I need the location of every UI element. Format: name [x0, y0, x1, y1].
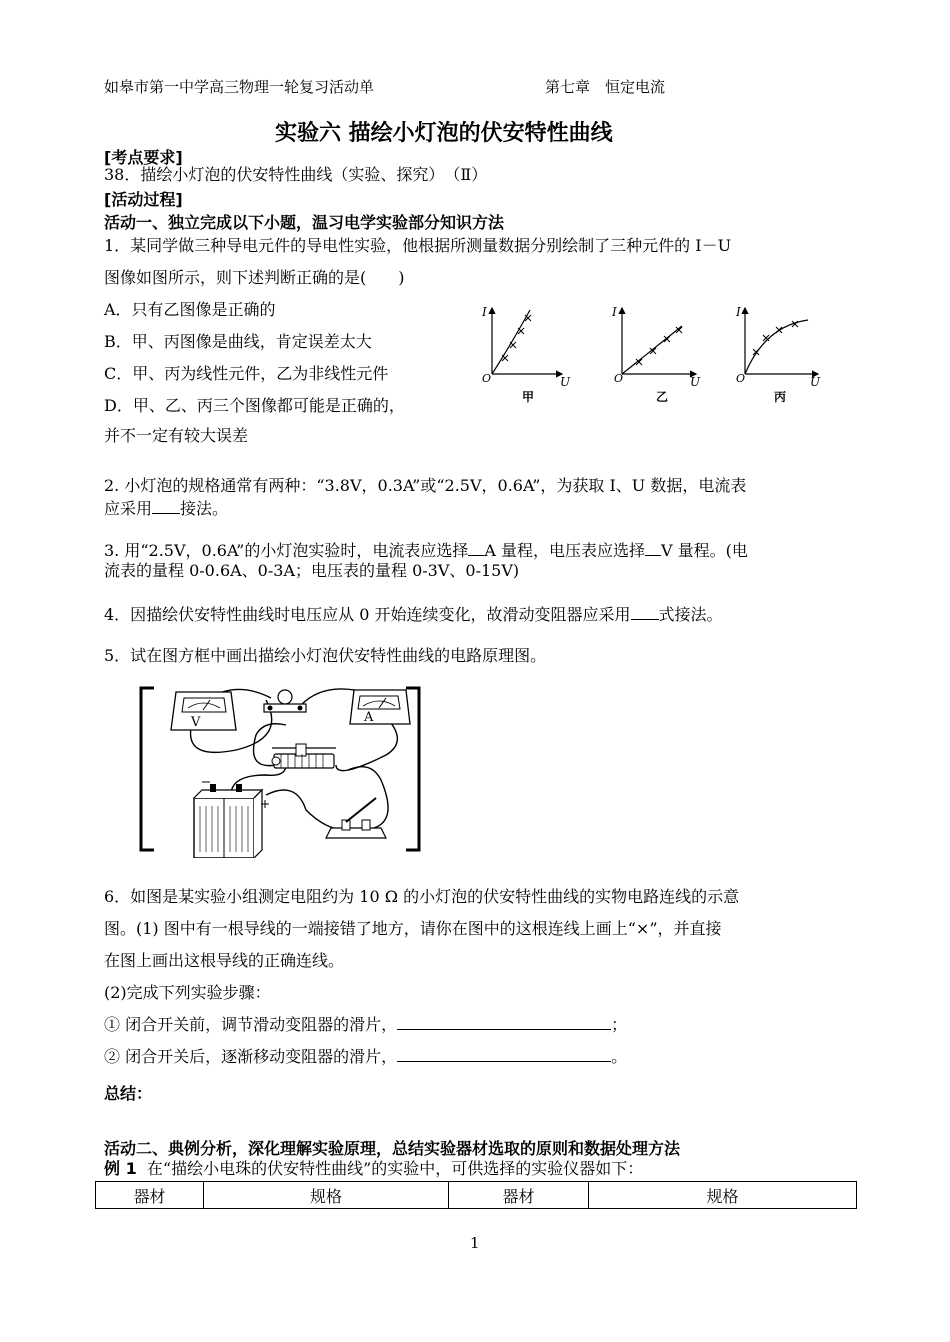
q4-text-a: 4．因描绘伏安特性曲线时电压应从 0 开始连续变化，故滑动变阻器应采用	[104, 605, 631, 624]
q6-line3: 在图上画出这根导线的正确连线。	[104, 951, 345, 970]
q3-line2: 流表的量程 0-0.6A、0-3A；电压表的量程 0-3V、0-15V)	[104, 561, 520, 580]
q2-answer-blank[interactable]	[152, 497, 180, 514]
graph-bing-y-label: I	[736, 305, 741, 319]
q2-line2	[104, 497, 228, 519]
table-header-cell: 规格	[589, 1182, 857, 1209]
q6-step2-blank[interactable]	[397, 1045, 611, 1062]
graph-yi-x-label: U	[690, 375, 701, 389]
huodong-heading: [活动过程]	[104, 190, 183, 209]
q1-line1: 1．某同学做三种导电元件的导电性实验，他根据所测量数据分别绘制了三种元件的 I－U	[104, 236, 732, 255]
q1-option-b: B．甲、丙图像是曲线，肯定误差太大	[104, 332, 372, 351]
q1-option-c: C．甲、丙为线性元件，乙为非线性元件	[104, 364, 389, 383]
graph-bing	[735, 305, 821, 404]
q2-line1: 2. 小灯泡的规格通常有两种：“3.8V，0.3A”或“2.5V，0.6A”，为获取 I、U 数据，电流表	[104, 476, 747, 495]
q6-step1-end: ；	[611, 1015, 628, 1034]
q3-line1-a: 3. 用“2.5V，0.6A”的小灯泡实验时，电流表应选择	[104, 541, 469, 560]
kaodian-item: 38．描绘小灯泡的伏安特性曲线（实验、探究） （Ⅱ）	[104, 165, 488, 184]
graph-jia-label: 甲	[522, 390, 535, 404]
lamp-icon	[264, 690, 306, 712]
q1-option-d: D．甲、乙、丙三个图像都可能是正确的，	[104, 396, 405, 415]
q6-line4: (2)完成下列实验步骤：	[104, 983, 271, 1002]
table-header-cell: 规格	[204, 1182, 449, 1209]
q3-line1-b: A 量程，电压表应选择	[484, 541, 646, 560]
graph-jia	[481, 305, 571, 404]
graph-jia-x-label: U	[560, 375, 571, 389]
graph-bing-label: 丙	[774, 390, 787, 404]
example1-text: 在“描绘小电珠的伏安特性曲线”的实验中，可供选择的实验仪器如下：	[146, 1159, 644, 1178]
ammeter-icon	[350, 690, 410, 725]
q6-step2-end: 。	[611, 1047, 628, 1066]
example1-label: 例 1	[104, 1159, 137, 1178]
circuit-figure	[136, 680, 426, 858]
q3-ammeter-range-blank[interactable]	[468, 539, 484, 556]
voltmeter-label: V	[191, 715, 201, 730]
q2-line2-b: 接法。	[180, 499, 229, 518]
q4-text-b: 式接法。	[658, 605, 723, 624]
q6-step2	[104, 1045, 627, 1067]
header-right: 第七章 恒定电流	[545, 78, 666, 96]
voltmeter-icon	[171, 692, 236, 730]
kaodian-heading: [考点要求]	[104, 148, 183, 167]
table-header-cell: 器材	[449, 1182, 589, 1209]
table-header-cell: 器材	[96, 1182, 204, 1209]
ammeter-label: A	[364, 710, 374, 725]
summary-label: 总结：	[104, 1084, 153, 1103]
q6-line1: 6．如图是某实验小组测定电阻约为 10 Ω 的小灯泡的伏安特性曲线的实物电路连线的示意	[104, 887, 740, 906]
switch-icon	[326, 798, 386, 838]
frame-left-bracket	[141, 688, 154, 850]
q4-line	[104, 603, 723, 625]
q6-step1-text: ① 闭合开关前，调节滑动变阻器的滑片，	[104, 1015, 398, 1034]
q3-voltmeter-range-blank[interactable]	[645, 539, 661, 556]
graph-yi-origin: O	[614, 372, 624, 385]
activity2-title: 活动二、典例分析，深化理解实验原理，总结实验器材选取的原则和数据处理方法	[104, 1139, 681, 1158]
q6-line2: 图。(1) 图中有一根导线的一端接错了地方，请你在图中的这根连线上画上“×”，并直接	[104, 919, 722, 938]
graph-jia-y-label: I	[482, 305, 487, 319]
q1-option-a: A．只有乙图像是正确的	[104, 300, 276, 319]
graph-bing-origin: O	[736, 372, 746, 385]
graph-yi-label: 乙	[656, 390, 669, 404]
page-number: 1	[470, 1234, 480, 1252]
table-header-row	[96, 1182, 857, 1209]
q3-line1-c: V 量程。(电	[661, 541, 748, 560]
equipment-table	[95, 1181, 857, 1209]
q1-option-d-cont: 并不一定有较大误差	[104, 426, 249, 445]
activity1-title: 活动一、独立完成以下小题，温习电学实验部分知识方法	[104, 213, 505, 232]
q5-text: 5．试在图方框中画出描绘小灯泡伏安特性曲线的电路原理图。	[104, 646, 547, 665]
rheostat-icon	[272, 744, 336, 768]
header-left: 如皋市第一中学高三物理一轮复习活动单	[104, 78, 375, 96]
page-title: 实验六 描绘小灯泡的伏安特性曲线	[275, 121, 613, 146]
graph-yi-y-label: I	[612, 305, 617, 319]
q6-step1	[104, 1013, 627, 1035]
graph-jia-origin: O	[482, 372, 492, 385]
q4-answer-blank[interactable]	[631, 603, 659, 620]
graph-bing-x-label: U	[810, 375, 821, 389]
iu-graphs-figure	[470, 296, 830, 411]
q3-line1	[104, 539, 748, 561]
q1-line2: 图像如图所示，则下述判断正确的是( )	[104, 268, 405, 287]
q6-step2-text: ② 闭合开关后，逐渐移动变阻器的滑片，	[104, 1047, 398, 1066]
graph-yi	[611, 305, 701, 404]
battery-icon	[194, 782, 269, 858]
q2-line2-a: 应采用	[104, 499, 153, 518]
q6-step1-blank[interactable]	[397, 1013, 611, 1030]
example1-line	[104, 1159, 643, 1179]
